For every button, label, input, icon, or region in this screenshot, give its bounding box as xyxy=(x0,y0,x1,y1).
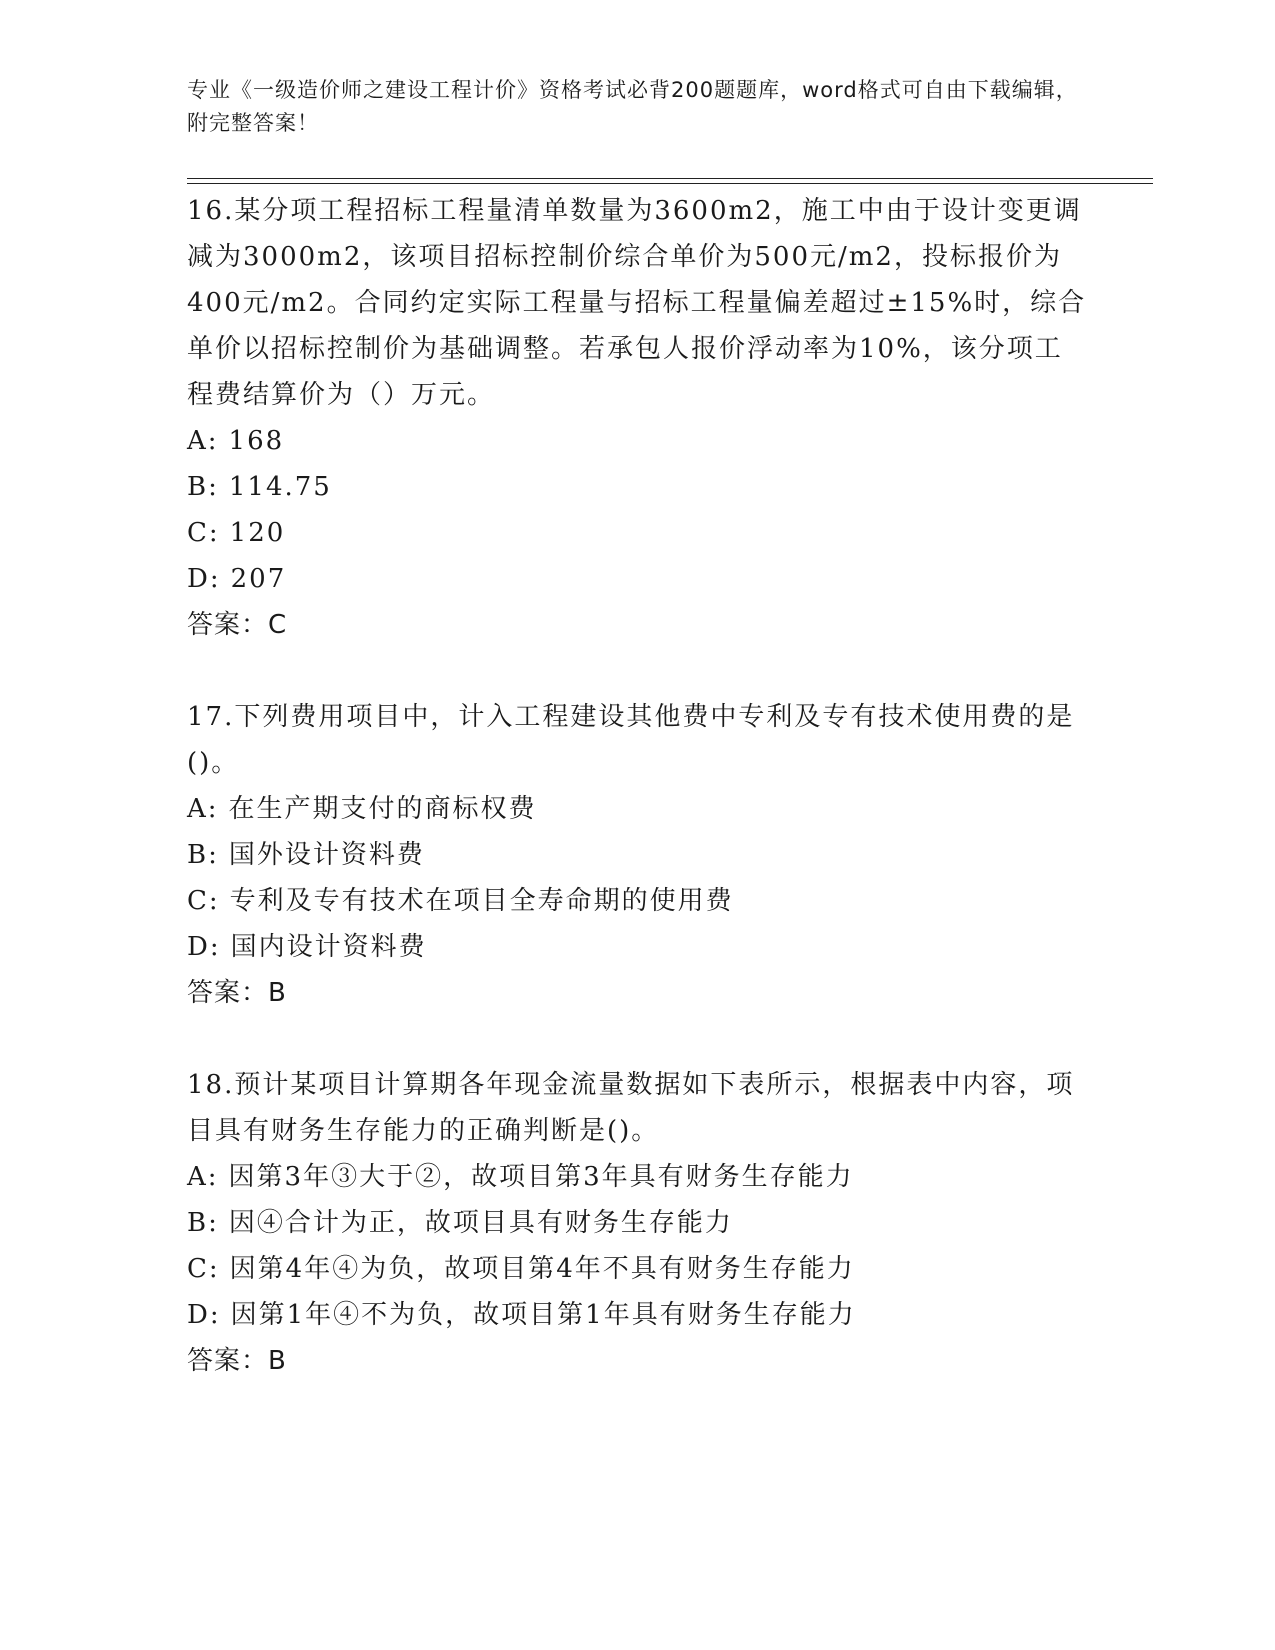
question-list xyxy=(187,188,1087,1430)
option-d xyxy=(187,556,1087,602)
question-text: 18.预计某项目计算期各年现金流量数据如下表所示，根据表中内容，项目具有财务生存能力的正确判断是()。 xyxy=(187,1070,1075,1146)
option-text: 因第3年③大于②，故项目第3年具有财务生存能力 xyxy=(228,1162,854,1192)
option-text: 专利及专有技术在项目全寿命期的使用费 xyxy=(229,886,734,916)
option-text: 168 xyxy=(228,426,285,456)
question-18 xyxy=(187,1062,1087,1384)
option-key: D: xyxy=(187,1300,221,1330)
option-key: B: xyxy=(187,472,219,502)
option-a xyxy=(187,786,1087,832)
option-c xyxy=(187,878,1087,924)
option-key: C: xyxy=(187,518,220,548)
option-key: C: xyxy=(187,1254,220,1284)
option-text: 因④合计为正，故项目具有财务生存能力 xyxy=(228,1208,733,1238)
question-text: 16.某分项工程招标工程量清单数量为3600m2，施工中由于设计变更调减为3000m2，该项目招标控制价综合单价为500元/m2，投标报价为400元/m2。合同约定实际工程量与招标工程量偏差超过±15%时，综合单价以招标控制价为基础调整。若承包人报价浮动率为10%，该分项工程费结算价为（）万元。 xyxy=(187,196,1087,410)
option-b xyxy=(187,832,1087,878)
answer: 答案：B xyxy=(187,978,287,1008)
option-text: 207 xyxy=(230,564,287,594)
option-key: D: xyxy=(187,564,221,594)
option-text: 因第4年④为负，故项目第4年不具有财务生存能力 xyxy=(229,1254,855,1284)
option-text: 国内设计资料费 xyxy=(230,932,427,962)
option-c xyxy=(187,1246,1087,1292)
option-key: C: xyxy=(187,886,220,916)
answer: 答案：C xyxy=(187,610,288,640)
option-key: A: xyxy=(187,426,219,456)
answer: 答案：B xyxy=(187,1346,287,1376)
option-key: B: xyxy=(187,1208,219,1238)
option-key: A: xyxy=(187,1162,219,1192)
document-header: 专业《一级造价师之建设工程计价》资格考试必背200题题库，word格式可自由下载编辑，附完整答案！ xyxy=(187,78,1078,135)
option-d xyxy=(187,924,1087,970)
option-key: D: xyxy=(187,932,221,962)
option-a xyxy=(187,1154,1087,1200)
question-17 xyxy=(187,694,1087,1016)
option-text: 因第1年④不为负，故项目第1年具有财务生存能力 xyxy=(230,1300,856,1330)
option-d xyxy=(187,1292,1087,1338)
option-text: 120 xyxy=(229,518,286,548)
option-key: B: xyxy=(187,840,219,870)
option-b xyxy=(187,1200,1087,1246)
option-text: 114.75 xyxy=(228,472,332,502)
option-b xyxy=(187,464,1087,510)
option-text: 国外设计资料费 xyxy=(228,840,425,870)
option-c xyxy=(187,510,1087,556)
option-a xyxy=(187,418,1087,464)
header-divider-bottom xyxy=(187,183,1153,184)
question-text: 17.下列费用项目中，计入工程建设其他费中专利及专有技术使用费的是()。 xyxy=(187,702,1075,778)
option-key: A: xyxy=(187,794,219,824)
option-text: 在生产期支付的商标权费 xyxy=(228,794,537,824)
question-16 xyxy=(187,188,1087,648)
header-divider-top xyxy=(187,178,1153,179)
